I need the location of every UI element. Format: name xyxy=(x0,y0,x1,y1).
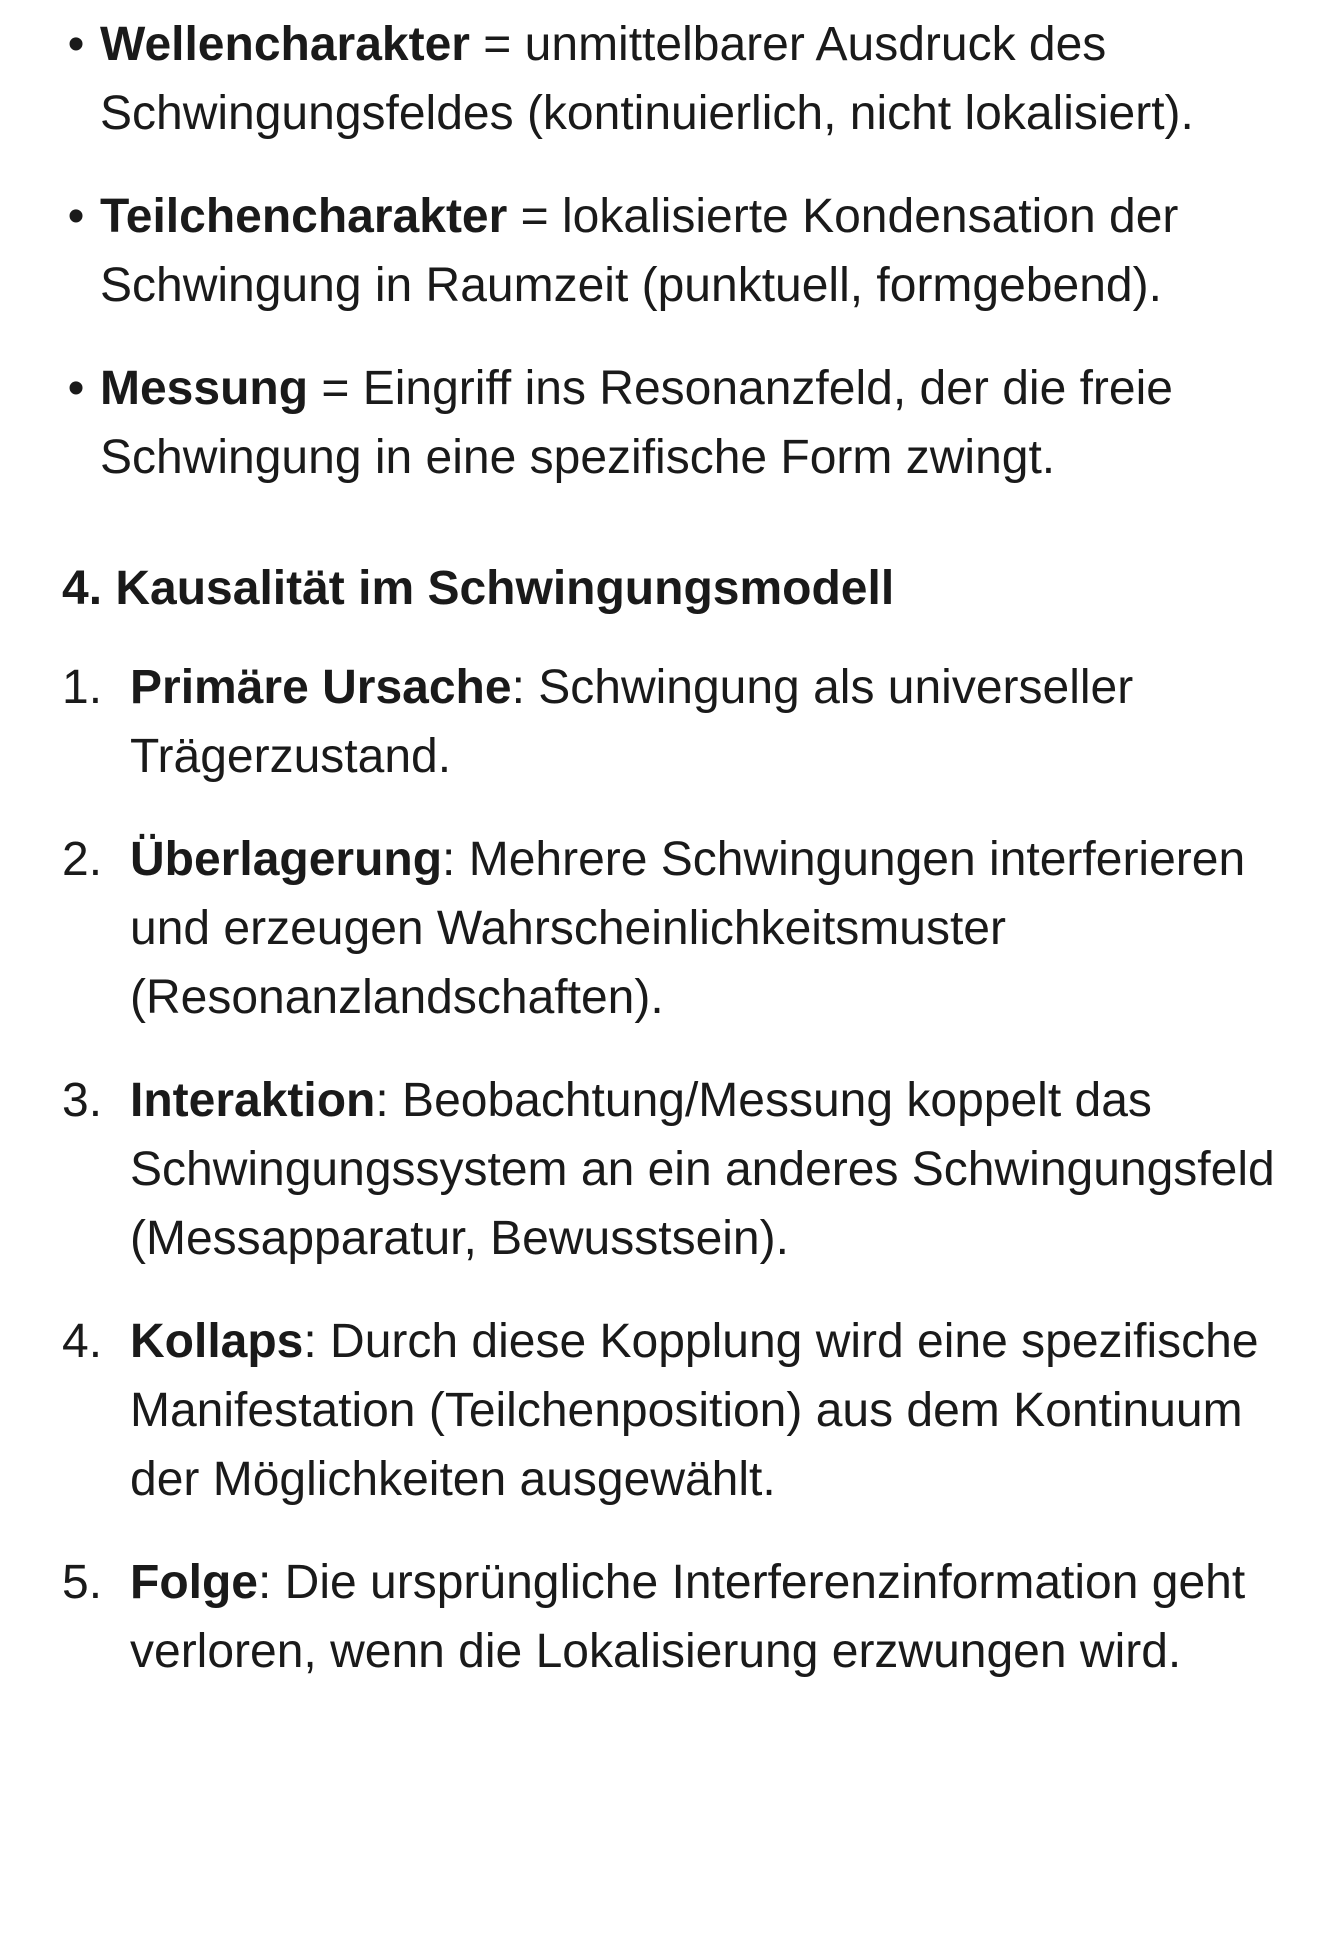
causality-steps-list xyxy=(62,653,1280,1686)
step-text: : Beobachtung/Messung koppelt das Schwingungssystem an ein anderes Schwingungsfeld (Messapparatur, Bewusstsein). xyxy=(130,1074,1275,1265)
step-number: 4. xyxy=(62,1315,103,1368)
list-item-term: Wellencharakter xyxy=(100,18,470,71)
step-term: Folge xyxy=(130,1556,258,1609)
step-text: : Mehrere Schwingungen interferieren und erzeugen Wahrscheinlichkeitsmuster (Resonanzlandschaften). xyxy=(130,833,1246,1024)
list-item xyxy=(62,653,1280,791)
list-item xyxy=(62,1066,1280,1273)
definition-list xyxy=(62,10,1280,492)
step-term: Kollaps xyxy=(130,1315,304,1368)
list-item-term: Messung xyxy=(100,362,309,415)
list-item xyxy=(62,1548,1280,1686)
bullet-icon: • xyxy=(67,18,85,71)
list-item xyxy=(62,10,1280,148)
list-item xyxy=(62,1307,1280,1514)
step-term: Interaktion xyxy=(130,1074,376,1127)
list-item xyxy=(62,354,1280,492)
step-number: 5. xyxy=(62,1556,103,1609)
list-item-text: = Eingriff ins Resonanzfeld, der die freie Schwingung in eine spezifische Form zwingt. xyxy=(100,362,1173,484)
list-item-text: = unmittelbarer Ausdruck des Schwingungsfeldes (kontinuierlich, nicht lokalisiert). xyxy=(100,18,1194,140)
step-text: : Die ursprüngliche Interferenzinformation geht verloren, wenn die Lokalisierung erzwungen wird. xyxy=(130,1556,1246,1678)
bullet-icon: • xyxy=(67,190,85,243)
list-item-text: = lokalisierte Kondensation der Schwingung in Raumzeit (punktuell, formgebend). xyxy=(100,190,1179,312)
step-number: 3. xyxy=(62,1074,103,1127)
list-item xyxy=(62,825,1280,1032)
list-item xyxy=(62,182,1280,320)
step-text: : Durch diese Kopplung wird eine spezifische Manifestation (Teilchenposition) aus dem Kontinuum der Möglichkeiten ausgewählt. xyxy=(130,1315,1259,1506)
step-number: 2. xyxy=(62,833,103,886)
section-heading: 4. Kausalität im Schwingungsmodell xyxy=(62,562,895,615)
bullet-icon: • xyxy=(67,362,85,415)
step-term: Überlagerung xyxy=(130,833,443,886)
list-item-term: Teilchencharakter xyxy=(100,190,508,243)
step-text: : Schwingung als universeller Trägerzustand. xyxy=(130,661,1134,783)
step-term: Primäre Ursache xyxy=(130,661,512,714)
step-number: 1. xyxy=(62,661,103,714)
